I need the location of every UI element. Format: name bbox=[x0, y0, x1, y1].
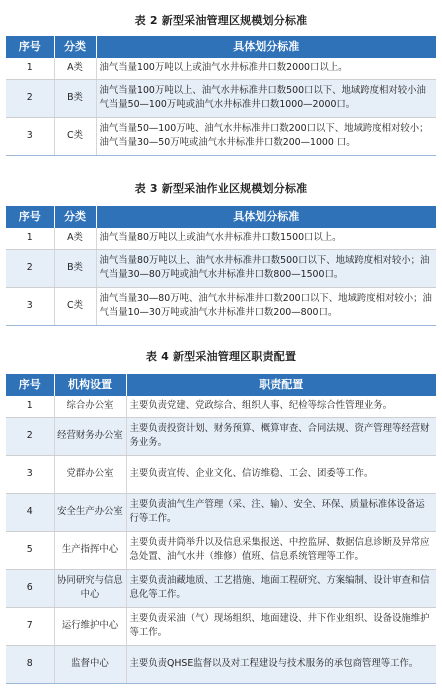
row-number: 5 bbox=[6, 531, 54, 569]
row-duty: 主要负责QHSE监督以及对工程建设与技术服务的承包商管理等工作。 bbox=[126, 645, 436, 683]
table2-header-desc: 具体划分标准 bbox=[96, 36, 436, 58]
row-number: 7 bbox=[6, 607, 54, 645]
table-row bbox=[6, 249, 436, 287]
row-description: 油气当量30—80万吨、油气水井标准井口数200口以下、地域跨度相对较小；油气当量10—30万吨或油气水井标准井口数200—800口。 bbox=[96, 287, 436, 325]
row-department: 党群办公室 bbox=[54, 455, 126, 493]
row-department: 安全生产办公室 bbox=[54, 493, 126, 531]
table-row bbox=[6, 228, 436, 249]
table2-header-no: 序号 bbox=[6, 36, 54, 58]
row-number: 6 bbox=[6, 569, 54, 607]
table-row bbox=[6, 531, 436, 569]
row-department: 监督中心 bbox=[54, 645, 126, 683]
table2-header-row bbox=[6, 36, 436, 58]
row-duty: 主要负责井筒举升以及信息采集报送、中控监屏、数据信息诊断及异常应急处置、油气水井（维修）值班、信息系统管理等工作。 bbox=[126, 531, 436, 569]
table3-header-no: 序号 bbox=[6, 206, 54, 228]
row-department: 协同研究与信息中心 bbox=[54, 569, 126, 607]
table4-header-dept: 机构设置 bbox=[54, 374, 126, 396]
row-class: B类 bbox=[54, 79, 96, 117]
row-class: C类 bbox=[54, 117, 96, 155]
table2-caption: 表 2 新型采油管理区规模划分标准 bbox=[134, 14, 308, 27]
row-number: 2 bbox=[6, 417, 54, 455]
table-row bbox=[6, 455, 436, 493]
row-department: 运行维护中心 bbox=[54, 607, 126, 645]
row-department: 综合办公室 bbox=[54, 396, 126, 417]
row-department: 经营财务办公室 bbox=[54, 417, 126, 455]
table4-header-no: 序号 bbox=[6, 374, 54, 396]
row-class: A类 bbox=[54, 228, 96, 249]
row-class: B类 bbox=[54, 249, 96, 287]
table-row bbox=[6, 417, 436, 455]
table2 bbox=[6, 36, 436, 156]
row-number: 1 bbox=[6, 396, 54, 417]
table3-header-desc: 具体划分标准 bbox=[96, 206, 436, 228]
table-row bbox=[6, 493, 436, 531]
table4 bbox=[6, 374, 436, 684]
row-duty: 主要负责油气生产管理（采、注、输）、安全、环保、质量标准体设备运行等工作。 bbox=[126, 493, 436, 531]
row-description: 油气当量50—100万吨、油气水井标准井口数200口以下、地域跨度相对较小；油气当量30—50万吨或油气水井标准井口数200—1000 口。 bbox=[96, 117, 436, 155]
table-row bbox=[6, 607, 436, 645]
row-number: 3 bbox=[6, 287, 54, 325]
row-number: 3 bbox=[6, 117, 54, 155]
row-class: C类 bbox=[54, 287, 96, 325]
table3-header-class: 分类 bbox=[54, 206, 96, 228]
row-number: 4 bbox=[6, 493, 54, 531]
table4-header-duty: 职责配置 bbox=[126, 374, 436, 396]
table3-header-row bbox=[6, 206, 436, 228]
table-row bbox=[6, 287, 436, 325]
table4-caption: 表 4 新型采油管理区职责配置 bbox=[145, 350, 297, 363]
row-duty: 主要负责投资计划、财务预算、概算审查、合同法规、资产管理等经营财务业务。 bbox=[126, 417, 436, 455]
table-row bbox=[6, 569, 436, 607]
row-number: 1 bbox=[6, 228, 54, 249]
row-description: 油气当量80万吨以上、油气水井标准井口数500口以下、地域跨度相对较小；油气当量30—80万吨或油气水井标准井口数800—1500口。 bbox=[96, 249, 436, 287]
table3 bbox=[6, 206, 436, 326]
row-number: 1 bbox=[6, 58, 54, 79]
row-number: 2 bbox=[6, 249, 54, 287]
table-row bbox=[6, 645, 436, 683]
row-department: 生产指挥中心 bbox=[54, 531, 126, 569]
table-row bbox=[6, 58, 436, 79]
row-duty: 主要负责党建、党政综合、组织人事、纪检等综合性管理业务。 bbox=[126, 396, 436, 417]
row-description: 油气当量100万吨以上或油气水井标准井口数2000口以上。 bbox=[96, 58, 436, 79]
row-duty: 主要负责油藏地质、工艺措施、地面工程研究、方案编制、设计审查和信息化等工作。 bbox=[126, 569, 436, 607]
row-duty: 主要负责宣传、企业文化、信访维稳、工会、团委等工作。 bbox=[126, 455, 436, 493]
table4-header-row bbox=[6, 374, 436, 396]
row-number: 2 bbox=[6, 79, 54, 117]
row-description: 油气当量80万吨以上或油气水井标准井口数1500口以上。 bbox=[96, 228, 436, 249]
table2-header-class: 分类 bbox=[54, 36, 96, 58]
table-row bbox=[6, 396, 436, 417]
table-row bbox=[6, 79, 436, 117]
row-class: A类 bbox=[54, 58, 96, 79]
row-number: 8 bbox=[6, 645, 54, 683]
row-duty: 主要负责采油（气）现场组织、地面建设、井下作业组织、设备设施维护等工作。 bbox=[126, 607, 436, 645]
row-description: 油气当量100万吨以上、油气水井标准井口数500口以下、地域跨度相对较小油气当量50—100万吨或油气水井标准井口数1000—2000口。 bbox=[96, 79, 436, 117]
row-number: 3 bbox=[6, 455, 54, 493]
table-row bbox=[6, 117, 436, 155]
table3-caption: 表 3 新型采油作业区规模划分标准 bbox=[134, 182, 308, 195]
